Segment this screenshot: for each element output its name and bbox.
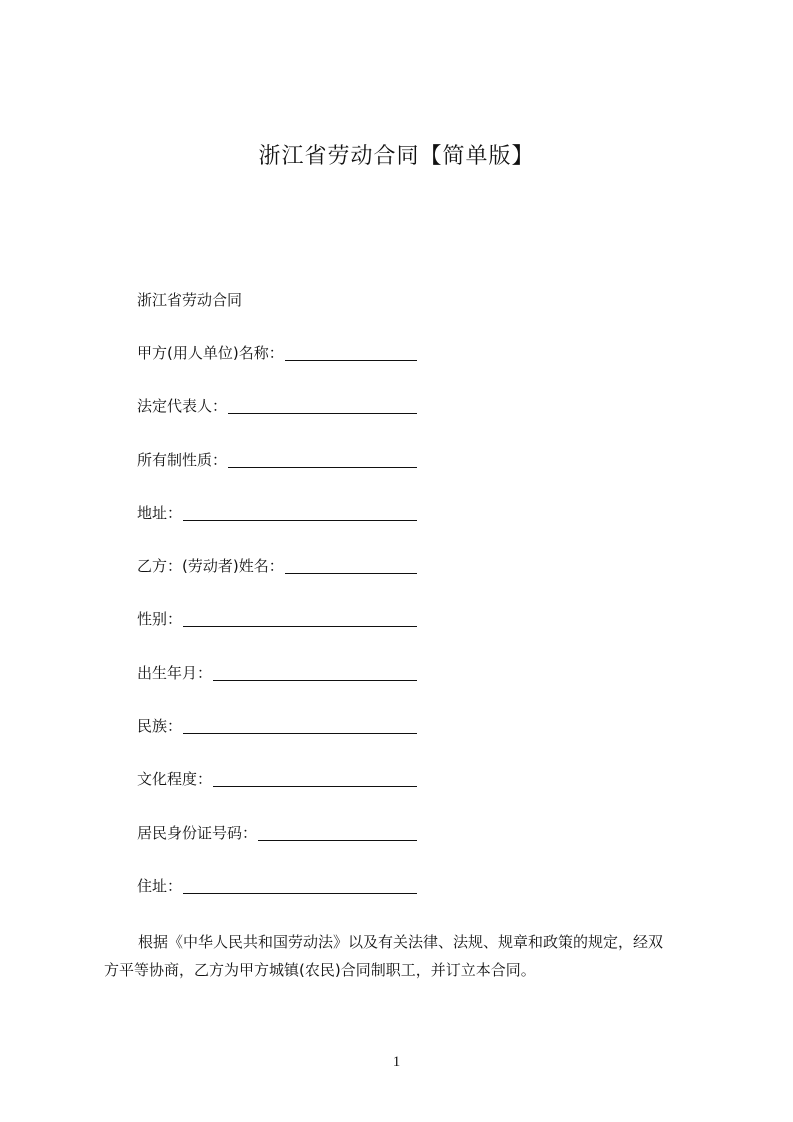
fill-in-line xyxy=(183,875,417,894)
fill-in-line xyxy=(258,822,417,841)
field-label: 乙方：(劳动者)姓名： xyxy=(137,557,284,576)
field-label: 民族： xyxy=(137,717,183,736)
field-label: 地址： xyxy=(137,503,183,522)
document-subtitle: 浙江省劳动合同 xyxy=(137,291,243,309)
field-label: 居民身份证号码： xyxy=(137,823,258,842)
field-ethnicity xyxy=(137,715,417,768)
fill-in-line xyxy=(183,608,417,627)
field-label: 出生年月： xyxy=(137,663,213,682)
form-fields xyxy=(137,342,417,928)
fill-in-line xyxy=(213,768,417,787)
field-employee-name xyxy=(137,555,417,608)
field-birth-date xyxy=(137,662,417,715)
field-id-number xyxy=(137,822,417,875)
page-number: 1 xyxy=(392,1054,401,1070)
field-label: 住址： xyxy=(137,876,183,895)
field-label: 文化程度： xyxy=(137,770,213,789)
field-legal-representative xyxy=(137,395,417,448)
fill-in-line xyxy=(228,449,417,468)
document-title: 浙江省劳动合同【简单版】 xyxy=(258,144,535,169)
field-ownership-type xyxy=(137,449,417,502)
fill-in-line xyxy=(183,715,417,734)
fill-in-line xyxy=(183,502,417,521)
fill-in-line xyxy=(228,395,417,414)
preamble-line: 根据《中华人民共和国劳动法》以及有关法律、法规、规章和政策的规定，经双 xyxy=(138,933,664,951)
field-education xyxy=(137,768,417,821)
fill-in-line xyxy=(213,662,417,681)
fill-in-line xyxy=(285,342,417,361)
field-address xyxy=(137,502,417,555)
fill-in-line xyxy=(285,555,417,574)
field-label: 性别： xyxy=(137,610,183,629)
field-employer-name xyxy=(137,342,417,395)
preamble-paragraph xyxy=(104,928,716,984)
field-residence xyxy=(137,875,417,928)
field-label: 甲方(用人单位)名称： xyxy=(137,344,284,362)
field-label: 法定代表人： xyxy=(137,397,228,416)
preamble-line: 方平等协商，乙方为甲方城镇(农民)合同制职工，并订立本合同。 xyxy=(104,961,536,979)
field-gender xyxy=(137,608,417,661)
field-label: 所有制性质： xyxy=(137,450,228,469)
